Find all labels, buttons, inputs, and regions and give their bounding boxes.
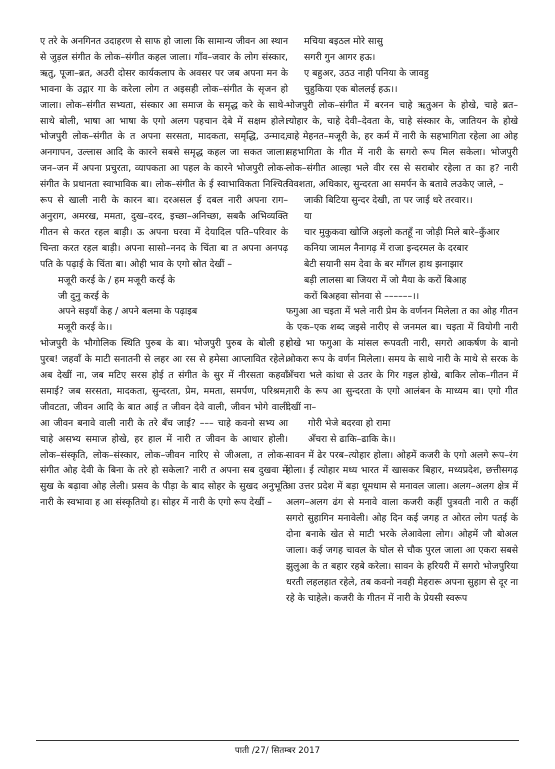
- left-verse-line: मजूरी करई के।।: [58, 322, 113, 334]
- right-verse-line: चार मुकुकवा खोजि अइलो कतहूँ ना जोड़ी मिले बारे–कुँआर: [304, 226, 500, 238]
- right-verse-line: बड़ी लालसा बा जियरा में जो मैया के करों बिआह: [304, 274, 467, 286]
- page-footer: पाती /27/ सितम्बर 2017: [234, 746, 321, 756]
- left-column: [40, 34, 288, 511]
- left-verse-line: जी दुनु करई के: [58, 290, 109, 302]
- left-verse-line: मजूरी करई के / हम मजूरी करई के: [58, 274, 175, 286]
- right-para-2: फगुआ आ चइता में भले नारी प्रेम के वर्णनन मिलेला त का ओह गीतन के एक–एक शब्द जइसे नारीए से जनमल बा। चइता में वियोगी नारी होखे भा फगुआ के मांसल रूपवती नारी, सगरो आकर्षण के बानो ओकरा रूप के वर्णन मिलेला। समय के साथे नारी के माथे से सरक के अँचरा भले कांधा से उतर के गिर गइल होखे, बाकिर लोक–गीतन में नारी के रूप आ सुन्दरता के एगो आलंबन के माध्यम बा। एगो गीत देखीं ना–: [286, 306, 518, 413]
- left-para-2: भोजपुरी के भौगोलिक स्थिति पुरुब के बा। भोजपुरी पुरुब के बोली ह। पुरब! जहवाँ के माटी सनातनी से लहर आ रस से हमेसा आप्लावित रहेले। अब देखीं ना, जब मटिए सरस होई त संगीत के सुर में नीरसता कहवाँ समाई? जब सरसता, मादकता, सुन्दरता, प्रेम, ममता, समर्पण, परिश्रम, जीवटता, जीवन आदि के बात आई त जीवन देवे वाली, जीवन भोगे वाली आ जीवन बनावे वाली नारी के तरे बँच जाई? ––– चाहे कवनो सभ्य आ चाहे असभ्य समाज होखे, हर हाल में नारी त जीवन के आधार होली। लोक–संस्कृति, लोक–संस्कार, लोक–जीवन नारिए से जीअला, त लोक–संगीत ओह देवी के बिना के तरे हो सकेला? नारी त अपना सब दुखवा में सुख के बढ़ावा ओह लेली। प्रसव के पीड़ा के बाद सोहर के सुखद अनुभूति नारी के स्वभावा ह आ संस्कृतियो ह। सोहर में नारी के एगो रूप देखीं –: [40, 338, 288, 509]
- left-verse-line: अपने सइयाँ केह / अपने बलमा के पढ़ाइब: [58, 306, 198, 318]
- footer-divider: [36, 740, 519, 741]
- right-verse-line: ए बहुअर, उठउ नाही पनिया के जावहु: [304, 67, 429, 79]
- right-verse-line: कनिया जामल नैनागढ़ में राजा इन्दरमल के दरबार: [304, 242, 469, 254]
- right-verse-line: गोरी भेजे बदरवा हो रामा: [308, 417, 391, 429]
- right-verse-line: करों बिअहवा सोनवा से ––––––।।: [304, 290, 420, 302]
- left-para-1: ए तरे के अनगिनत उदाहरण से साफ हो जाला कि सामान्य जीवन आ स्थान से जुड़ल संगीत के लोक–संगीत कहल जाला। गाँव–जवार के लोग संस्कार, ऋतु, पूजा–ब्रत, अउरी दोसर कार्यकलाप के अवसर पर जब अपना मन के भावना के उद्गार गा के करेला लोग त अइसही लोक–संगीत के सृजन हो जाला। लोक–संगीत सभ्यता, संस्कार आ समाज के समृद्ध करे के साथे–साथे बोली, भाषा आ भाषा के एगो अलग पहचान देबे में सक्षम होले। भोजपुरी लोक–संगीत के त अपना सरसता, मादकता, समृद्धि, उन्माद, अनगापन, उल्लास आदि के कारने सबसे समृद्ध कहल जा सकत जाला। जन–जन में अपना प्रचुरता, व्यापकता आ पहल के कारने भोजपुरी लोक–संगीत के प्रधानता स्वाभाविक बा। लोक–संगीत के ई स्वाभाविकता निश्चित रूप से खाली नारी के कारन बा। दरअसल ई दबल नारी अपना राग–अनुराग, अमरख, ममता, दुख–दरद, इच्छा–अनिच्छा, सबकै अभिव्यक्ति गीतन से करत रहल बाड़ी। ऊ अपना घरवा में देयादिल पति–परिवार के चिन्ता करत रहल बाड़ी। अपना सासो–ननद के चिंता बा त अपना अनपढ़ पति के पढ़ाई के चिंता बा। ओही भाव के एगो स्रोत देखीं –: [40, 36, 288, 270]
- right-verse-line: या: [304, 210, 312, 222]
- right-verse-line: चुहुकिया एक बोललई हऊ।।: [304, 83, 398, 95]
- right-verse-line: सगरी गुन आगर हऊ।: [304, 51, 376, 63]
- right-para-3: सावन में ढेर परब–त्योहार होला। ओहमें कजरी के एगो अलगे रूप–रंग होला। ई त्योहार मध्य भारत में खासकर बिहार, मध्यप्रदेश, छत्तीसगढ़ आ उत्तर प्रदेश में बड़ा धूमधाम से मनावल जाला। अलग–अलग क्षेत्र में अलग–अलग ढंग से मनावे वाला कजरी कहीं पुत्रवती नारी त कहीं सगरो सुहागिन मनावेली। ओह दिन कई जगह त ओरत लोग पतई के दोना बनाके खेत से माटी भरके लेआवेला लोग। ओहमें जौ बोअल जाला। कई जगह चावल के घोल से चौक पुरल जाला आ एकरा सबसे झुलुआ के त बहार रहबे करेला। सावन के हरियरी में सगरो भोजपुरिया धरती लहलहात रहेले, तब कवनो नवही मेहरारू अपना सुहाग से दूर ना रहे के चाहेले। कजरी के गीतन में नारी के प्रेयसी स्वरूप: [286, 449, 518, 604]
- right-verse-line: मचिया बइठल मोरे सासु: [304, 36, 383, 47]
- right-verse-line: बेटी सयानी सम देवा के बर माँगल हाथ झनाझार: [304, 258, 463, 270]
- right-verse-line: अँचरा से ढाकि–ढाकि के।।: [308, 433, 396, 445]
- right-column: [286, 34, 518, 607]
- right-verse-line: जाकी बिटिया सुन्दर देखी, ता पर जाई धरे तरवार।।: [304, 195, 473, 207]
- right-para-1: भोजपुरी लोक–संगीत में बरनन चाहे ऋतुअन के होखे, चाहे ब्रत–त्योहार के, चाहे देवी–देवता के, चाहे संस्कार के, जातियन के होखे चाहे मेहनत–मजूरी के, हर कर्म में नारी के सहभागिता रहेला आ ओह सहभागिता के गीत में नारी के सगरो रूप मिल सकेला। भोजपुरी लोक–संगीत आल्हा भले वीर रस से सराबोर रहेला त का ह? नारी विवशता, अधिकार, सुन्दरता आ समर्पन के बतावे लउकेए जाले, –: [286, 99, 518, 191]
